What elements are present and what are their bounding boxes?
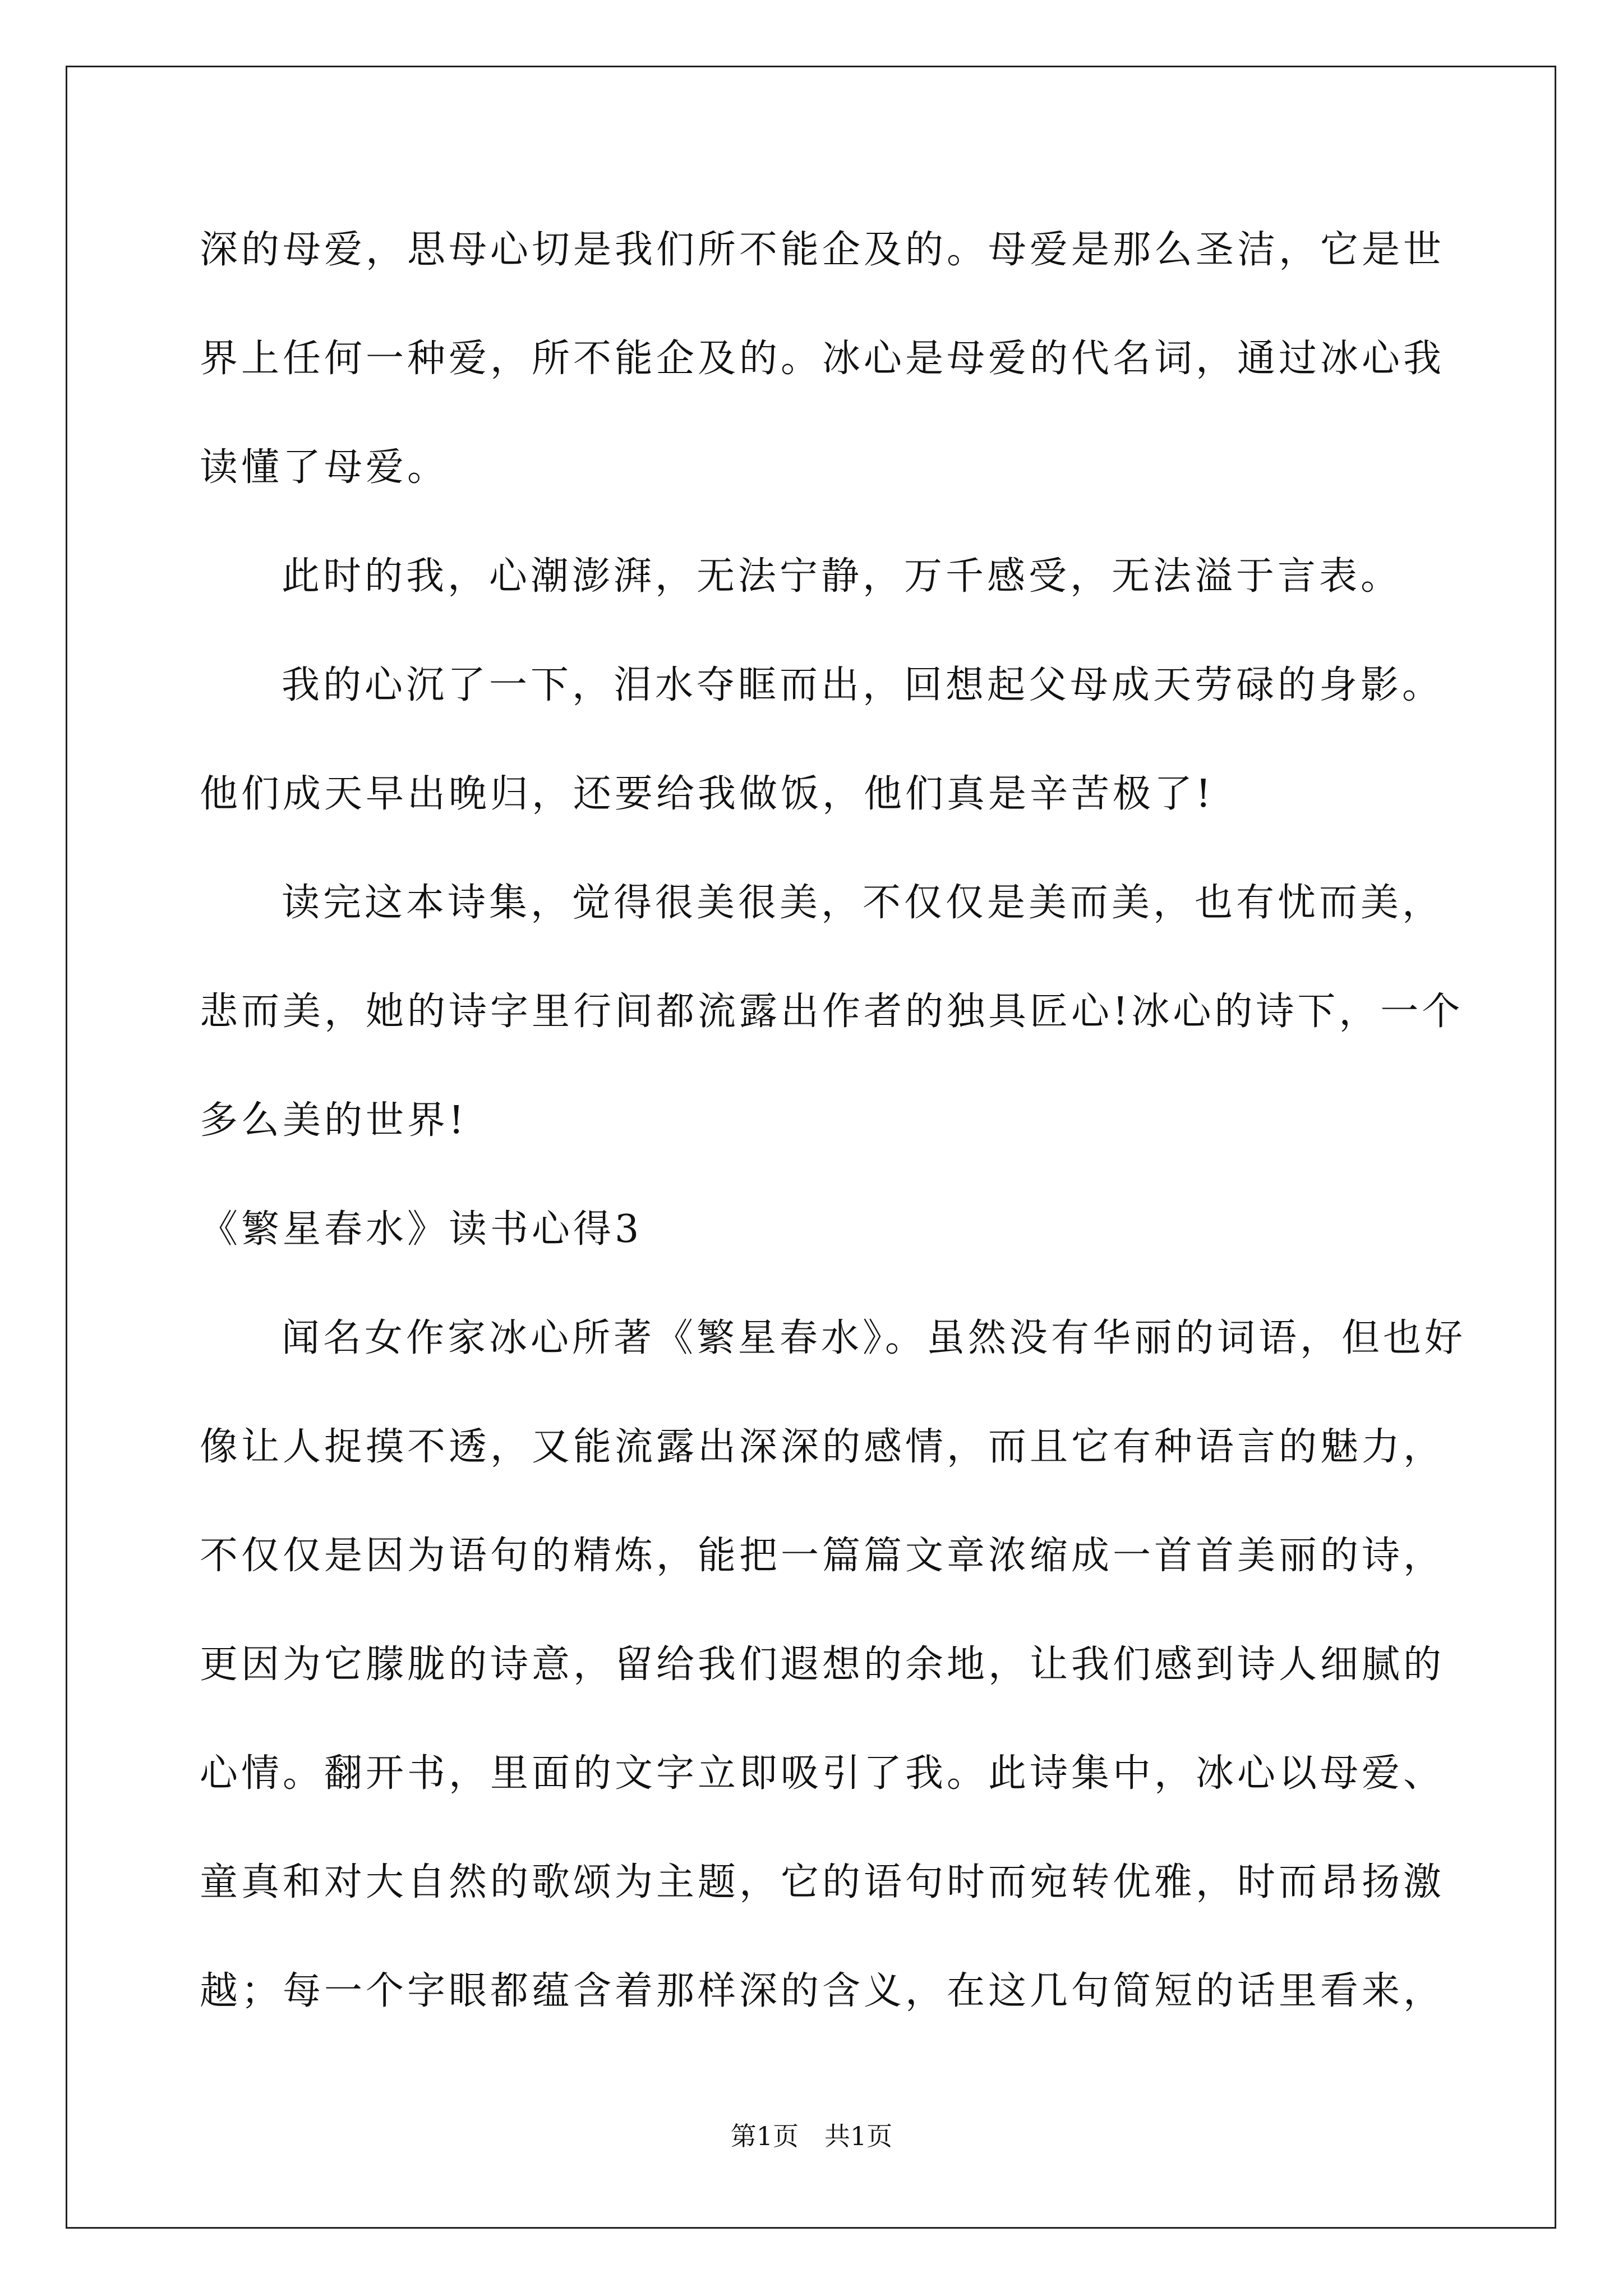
text-line: 读懂了母爱。 (200, 445, 449, 490)
text-line: 界上任何一种爱，所不能企及的。冰心是母爱的代名词，通过冰心我 (200, 337, 1445, 381)
text-line: 童真和对大自然的歌颂为主题，它的语句时而宛转优雅，时而昂扬激 (200, 1860, 1445, 1904)
text-line: 他们成天早出晚归，还要给我做饭，他们真是辛苦极了! (200, 772, 1215, 816)
text-line: 悲而美，她的诗字里行间都流露出作者的独具匠心!冰心的诗下，一个 (200, 990, 1464, 1034)
text-line: 越；每一个字眼都蕴含着那样深的含义，在这几句简短的话里看来， (200, 1969, 1445, 2013)
paragraph-line: 闻名女作家冰心所著《繁星春水》。虽然没有华丽的词语，但也好 (282, 1316, 1467, 1360)
text-line: 深的母爱，思母心切是我们所不能企及的。母爱是那么圣洁，它是世 (200, 228, 1445, 272)
paragraph-line: 此时的我，心潮澎湃，无法宁静，万千感受，无法溢于言表。 (282, 554, 1403, 599)
text-line: 多么美的世界! (200, 1098, 468, 1143)
page-total: 共1页 (824, 2121, 893, 2151)
text-line: 不仅仅是因为语句的精炼，能把一篇篇文章浓缩成一首首美丽的诗， (200, 1534, 1445, 1578)
paragraph-line: 读完这本诗集，觉得很美很美，不仅仅是美而美，也有忧而美， (282, 881, 1444, 925)
document-body (200, 212, 1467, 2062)
paragraph-line: 我的心沉了一下，泪水夺眶而出，回想起父母成天劳碌的身影。 (282, 663, 1444, 707)
page-footer (0, 2119, 1623, 2153)
text-line: 像让人捉摸不透，又能流露出深深的感情，而且它有种语言的魅力， (200, 1425, 1445, 1469)
section-heading: 《繁星春水》读书心得3 (200, 1207, 643, 1251)
text-line: 心情。翻开书，里面的文字立即吸引了我。此诗集中，冰心以母爱、 (200, 1751, 1445, 1796)
text-line: 更因为它朦胧的诗意，留给我们遐想的余地，让我们感到诗人细腻的 (200, 1642, 1445, 1687)
page-number: 第1页 (730, 2121, 799, 2151)
